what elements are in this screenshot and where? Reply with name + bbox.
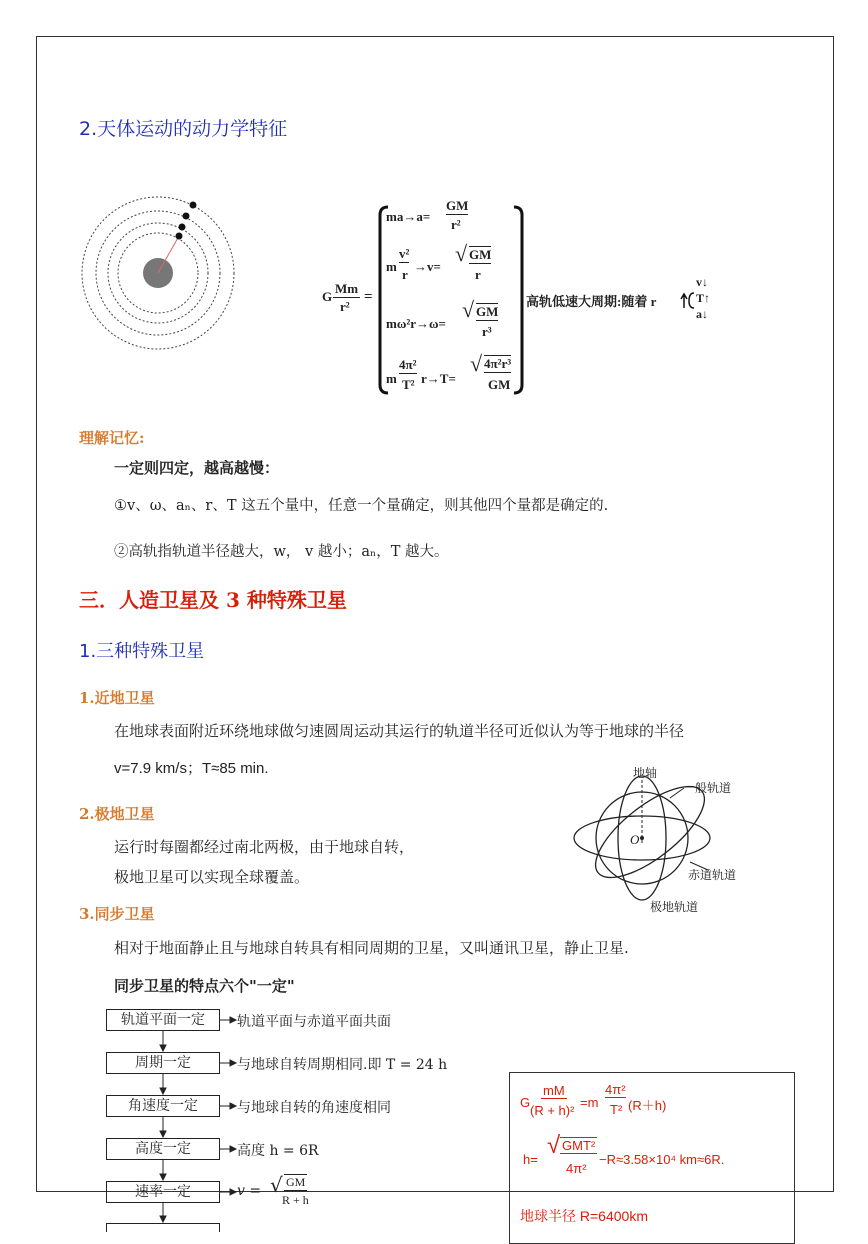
sync-features-title: 同步卫星的特点六个"一定" [114, 977, 295, 995]
memory-title: 理解记忆: [79, 429, 145, 447]
redbox-num2: 4π² [605, 1082, 626, 1097]
redbox-h-eq: h= [523, 1152, 538, 1167]
row1-lhs: ma→a= [386, 209, 431, 224]
left-brace [376, 205, 390, 395]
polar-orbit-label: 极地轨道 [650, 900, 699, 914]
formula-g: G [322, 289, 333, 304]
redbox-g: G [520, 1095, 531, 1110]
satellite-4 [190, 202, 197, 209]
equator-label: 赤道轨道 [688, 868, 737, 882]
polar-line-2: 极地卫星可以实现全球覆盖。 [114, 868, 310, 886]
flow-desc-5: v = [237, 1183, 262, 1199]
flow-desc-4: 高度 h = 6R [237, 1143, 319, 1159]
polar-line-1: 运行时每圈都经过南北两极，由于地球自转， [114, 838, 415, 856]
v-trend: v↓ [696, 275, 708, 289]
flow-box-2: 周期一定 [106, 1052, 220, 1074]
redbox-rden: 4π² [566, 1161, 587, 1176]
memory-item-2: ②高轨指轨道半径越大，w， v 越小；aₙ，T 越大。 [114, 544, 449, 560]
flow-desc-2: 与地球自转周期相同.即 T = 24 h [237, 1057, 448, 1073]
row4-rden: GM [488, 377, 511, 392]
dynamics-formula [322, 195, 722, 405]
a-trend: a↓ [696, 307, 708, 321]
near-text: 在地球表面附近环绕地球做匀速圆周运动其运行的轨道半径可近似认为等于地球的半径 [114, 722, 685, 740]
redbox-tail2: −R≈3.58×10⁴ km≈6R. [599, 1152, 725, 1167]
flow-arrows [106, 1009, 246, 1227]
flow-box-1: 轨道平面一定 [106, 1009, 220, 1031]
satellite-3 [183, 213, 190, 220]
center-label: O [630, 832, 640, 847]
redbox-den1: (R + h)² [530, 1103, 575, 1118]
general-orbit-label: 一般轨道 [683, 781, 732, 795]
row2-sqrt: √ [455, 241, 468, 266]
memory-subtitle: 一定则四定，越高越慢： [114, 459, 280, 477]
formula-eq: = [364, 289, 373, 305]
center-point [640, 836, 644, 840]
formula-lhs-num: Mm [335, 281, 359, 296]
polar-title: 2.极地卫星 [79, 805, 155, 823]
row4-rnum: 4π²r³ [484, 356, 512, 371]
t-trend: T↑ [696, 291, 711, 305]
formula-lhs-den: r² [340, 299, 350, 314]
redbox-rnum: GMT² [562, 1138, 596, 1153]
row4-sqrt: √ [470, 351, 483, 376]
section-title: 2.天体运动的动力学特征 [79, 118, 288, 140]
redbox-den2: T² [610, 1102, 623, 1117]
row3-rden: r³ [482, 324, 492, 339]
earth-radius-note: 地球半径 R=6400km [520, 1208, 648, 1224]
row2-m: m [386, 259, 397, 274]
near-title: 1.近地卫星 [79, 689, 155, 707]
right-brace [512, 205, 526, 395]
flow-desc-3: 与地球自转的角速度相同 [237, 1100, 391, 1116]
flow-desc-1: 轨道平面与赤道平面共面 [237, 1014, 391, 1030]
flow-box-4: 高度一定 [106, 1138, 220, 1160]
row3-lhs: mω²r→ω= [386, 316, 446, 331]
memory-item-1: ①v、ω、aₙ、r、T 这五个量中，任意一个量确定，则其他四个量都是确定的. [114, 498, 609, 514]
row2-rden: r [475, 267, 481, 282]
row4-m: m [386, 371, 397, 386]
orbit-rings-diagram [78, 190, 240, 356]
sync-text: 相对于地面静止且与地球自转具有相同周期的卫星，又叫通讯卫星，静止卫星. [114, 939, 629, 957]
axis-label: 地轴 [633, 766, 658, 780]
satellite-2 [179, 224, 186, 231]
redbox-tail1: (R＋h) [628, 1098, 667, 1113]
flow-box-3: 角速度一定 [106, 1095, 220, 1117]
formula-note: 高轨低速大周期:随着 r [526, 294, 657, 309]
row3-sqrt: √ [462, 297, 475, 322]
redbox-num1: mM [543, 1083, 565, 1098]
speed-sqrt: √ [270, 1173, 283, 1197]
row4-den: T² [402, 377, 415, 392]
redbox-sqrt: √ [547, 1132, 561, 1159]
row2-num: v² [399, 246, 410, 261]
row2-rnum: GM [469, 247, 492, 262]
row3-rnum: GM [476, 304, 499, 319]
sync-title: 3.同步卫星 [79, 905, 155, 923]
sync-flowchart [106, 1009, 506, 1227]
redbox-eq: =m [580, 1095, 599, 1110]
near-values: v=7.9 km/s；T≈85 min. [114, 760, 269, 777]
row4-rhs: r→T= [421, 371, 456, 386]
satellite-1 [176, 233, 183, 240]
row1-den: r² [451, 217, 461, 232]
row2-den: r [402, 267, 408, 282]
row2-rhs: →v= [414, 259, 441, 274]
row4-num: 4π² [399, 357, 417, 372]
section3-title: 三．人造卫星及 3 种特殊卫星 [79, 588, 347, 612]
sub1-title: 1.三种特殊卫星 [79, 641, 205, 662]
orbit-types-diagram [570, 762, 750, 917]
up-arrow-brace-icon [680, 292, 696, 310]
row1-num: GM [446, 198, 469, 213]
flow-box-5: 速率一定 [106, 1181, 220, 1203]
speed-num: GM [286, 1175, 306, 1189]
speed-den: R + h [282, 1193, 309, 1207]
